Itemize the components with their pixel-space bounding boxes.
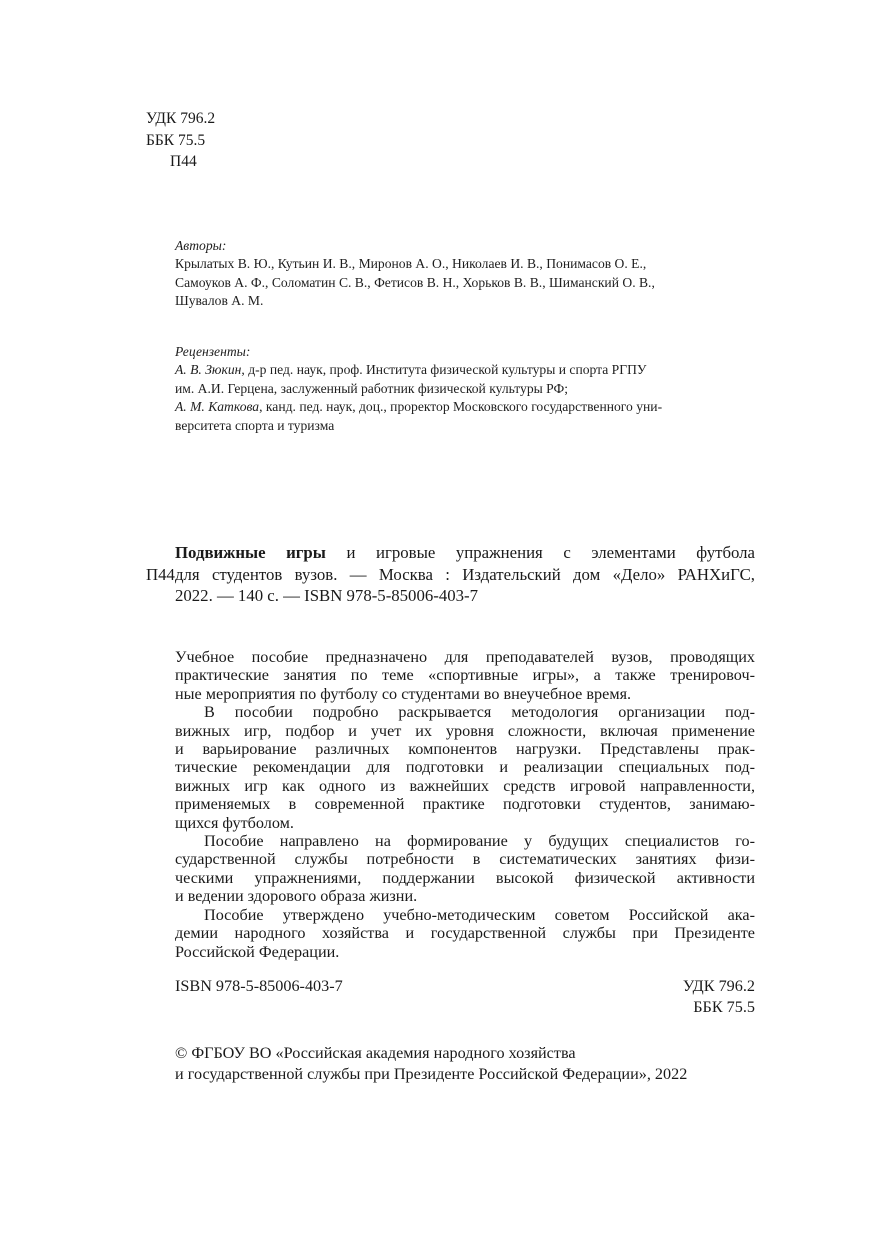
- authors-line: Крылатых В. Ю., Кутьин И. В., Миронов А. О., Николаев И. В., Понимасов О. Е.,: [175, 256, 647, 272]
- biblio-author-mark: П44: [146, 565, 175, 584]
- biblio-line-2: для студентов вузов. — Москва : Издательский дом «Дело» РАНХиГС,: [175, 564, 755, 584]
- authors-block: [175, 237, 735, 311]
- book-title: Подвижные игры: [175, 543, 326, 562]
- reviewer-1-line-1: [175, 361, 755, 379]
- abstract-line: и ведении здорового образа жизни.: [175, 887, 418, 906]
- footer-isbn: ISBN 978-5-85006-403-7: [175, 977, 343, 995]
- authors-line: Самоуков А. Ф., Соломатин С. В., Фетисов В. Н., Хорьков В. В., Шиманский О. В.,: [175, 274, 655, 290]
- biblio-line-1: [175, 542, 755, 564]
- reviewers-label: Рецензенты:: [175, 344, 251, 359]
- reviewer-2-info: , канд. пед. наук, доц., проректор Московского государственного уни-: [259, 399, 663, 415]
- abstract-line: сударственной службы потребности в систематических занятиях физи-: [175, 850, 755, 869]
- copyright-line-2: и государственной службы при Президенте Российской Федерации», 2022: [175, 1065, 688, 1083]
- biblio-line-3: 2022. — 140 с. — ISBN 978-5-85006-403-7: [175, 586, 478, 605]
- abstract-line: демии народного хозяйства и государственной службы при Президенте: [175, 924, 755, 943]
- book-subtitle: и игровые упражнения с элементами футбола: [346, 543, 755, 562]
- reviewers-block: [175, 343, 755, 435]
- reviewer-2-name: А. М. Каткова: [175, 399, 260, 415]
- abstract-line: ческими упражнениями, поддержании высокой физической активности: [175, 868, 755, 887]
- authors-line: Шувалов А. М.: [175, 293, 264, 309]
- footer-codes: [683, 976, 755, 1018]
- udk-code: УДК 796.2: [146, 110, 216, 127]
- abstract-line: вижных игр как одного из важнейших средств игровой направленности,: [175, 776, 755, 795]
- abstract-line: Пособие утверждено учебно-методическим советом Российской ака-: [204, 905, 755, 924]
- abstract-line: и варьирование различных компонентов нагрузки. Представлены прак-: [175, 740, 755, 759]
- abstract-line: Пособие направлено на формирование у будущих специалистов го-: [204, 832, 755, 851]
- abstract-line: вижных игр, подбор и учет их уровня сложности, включая применение: [175, 721, 755, 740]
- abstract-line: щихся футболом.: [175, 813, 294, 832]
- abstract-line: применяемых в современной практике подготовки студентов, занимаю-: [175, 795, 755, 814]
- authors-label: Авторы:: [175, 238, 227, 253]
- reviewer-2-line-1: [175, 398, 755, 416]
- abstract-line: практические занятия по теме «спортивные игры», а также тренировоч-: [175, 666, 755, 685]
- reviewer-1-info: , д-р пед. наук, проф. Института физической культуры и спорта РГПУ: [241, 362, 647, 378]
- abstract-line: Российской Федерации.: [175, 942, 340, 961]
- reviewer-2-line-2: верситета спорта и туризма: [175, 417, 335, 433]
- copyright-line-1: © ФГБОУ ВО «Российская академия народного хозяйства: [175, 1044, 576, 1062]
- abstract-line: ные мероприятия по футболу со студентами во внеучебное время.: [175, 684, 632, 703]
- abstract-line: Учебное пособие предназначено для преподавателей вузов, проводящих: [175, 648, 755, 666]
- footer-udk: УДК 796.2: [682, 977, 755, 995]
- author-mark: П44: [170, 153, 197, 170]
- abstract: [175, 648, 755, 961]
- reviewer-1-line-2: им. А.И. Герцена, заслуженный работник физической культуры РФ;: [175, 380, 569, 396]
- copyright-notice: [175, 1043, 687, 1085]
- reviewer-1-name: А. В. Зюкин: [175, 362, 242, 378]
- abstract-line: тические рекомендации для подготовки и реализации специальных под-: [175, 758, 755, 777]
- classification-codes: [146, 108, 215, 173]
- bbk-code: ББК 75.5: [146, 131, 206, 149]
- bibliographic-record: [175, 542, 755, 607]
- abstract-line: В пособии подробно раскрывается методология организации под-: [204, 703, 755, 722]
- footer-bbk: ББК 75.5: [693, 998, 755, 1016]
